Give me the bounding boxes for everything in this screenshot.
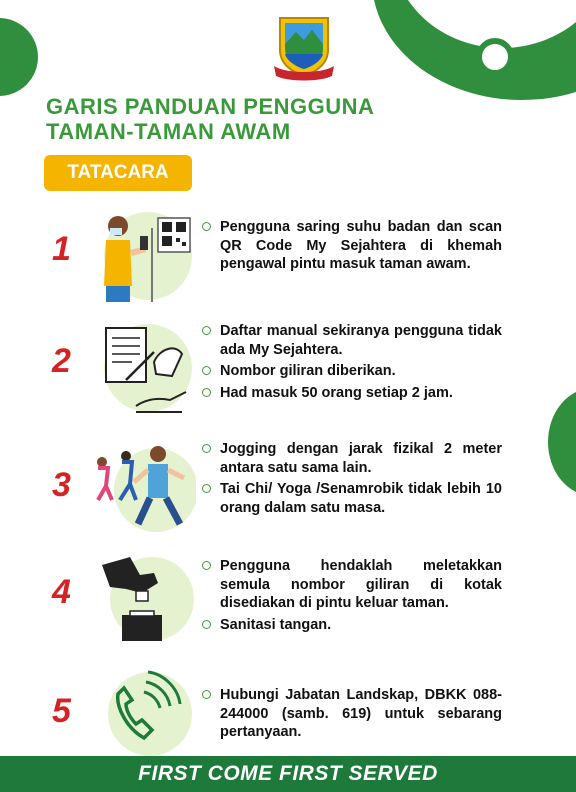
phone-icon (96, 666, 196, 766)
step-number: 4 (52, 573, 71, 611)
bullet-icon (202, 561, 211, 570)
step-number: 3 (52, 466, 71, 504)
side-decoration-right (548, 388, 576, 496)
bullet-item: Tai Chi/ Yoga /Senamrobik tidak lebih 10 orang dalam satu masa. (202, 480, 502, 517)
bullet-item: Daftar manual sekiranya pengguna tidak ada My Sejahtera. (202, 322, 502, 359)
step-number: 2 (52, 342, 71, 380)
crest-logo (272, 14, 336, 82)
title-line-1: GARIS PANDUAN PENGGUNA (46, 94, 375, 119)
section-badge: TATACARA (44, 155, 192, 191)
bullet-item: Pengguna hendaklah meletakkan semula nombor giliran di kotak disediakan di pintu keluar taman. (202, 557, 502, 613)
page-title (46, 94, 374, 144)
bullet-item: Hubungi Jabatan Landskap, DBKK 088-244000 (samb. 619) untuk sebarang pertanyaan. (202, 686, 502, 742)
bullet-icon (202, 366, 211, 375)
bullet-item: Nombor giliran diberikan. (202, 362, 502, 381)
step-3-bullets (202, 440, 502, 520)
manual-register-icon (96, 318, 196, 418)
bullet-icon (202, 690, 211, 699)
step-5-bullets (202, 686, 502, 745)
step-number: 1 (52, 230, 71, 268)
step-2-bullets (202, 322, 502, 405)
bullet-icon (202, 484, 211, 493)
bullet-item: Sanitasi tangan. (202, 616, 502, 635)
step-1-bullets (202, 218, 502, 277)
ring-decoration-top (476, 38, 514, 76)
bullet-icon (202, 444, 211, 453)
bullet-item: Jogging dengan jarak fizikal 2 meter antara satu sama lain. (202, 440, 502, 477)
bullet-icon (202, 620, 211, 629)
bullet-item: Pengguna saring suhu badan dan scan QR Code My Sejahtera di khemah pengawal pintu masuk taman awam. (202, 218, 502, 274)
bullet-icon (202, 222, 211, 231)
bullet-icon (202, 326, 211, 335)
footer-banner: FIRST COME FIRST SERVED (0, 756, 576, 792)
qr-scan-person-icon (96, 208, 196, 308)
title-line-2: TAMAN-TAMAN AWAM (46, 119, 291, 144)
bullet-item: Had masuk 50 orang setiap 2 jam. (202, 384, 502, 403)
drop-ticket-box-icon (96, 553, 196, 653)
exercise-people-icon (96, 440, 196, 540)
step-4-bullets (202, 557, 502, 637)
step-number: 5 (52, 692, 71, 730)
corner-decoration-left (0, 18, 38, 96)
bullet-icon (202, 388, 211, 397)
